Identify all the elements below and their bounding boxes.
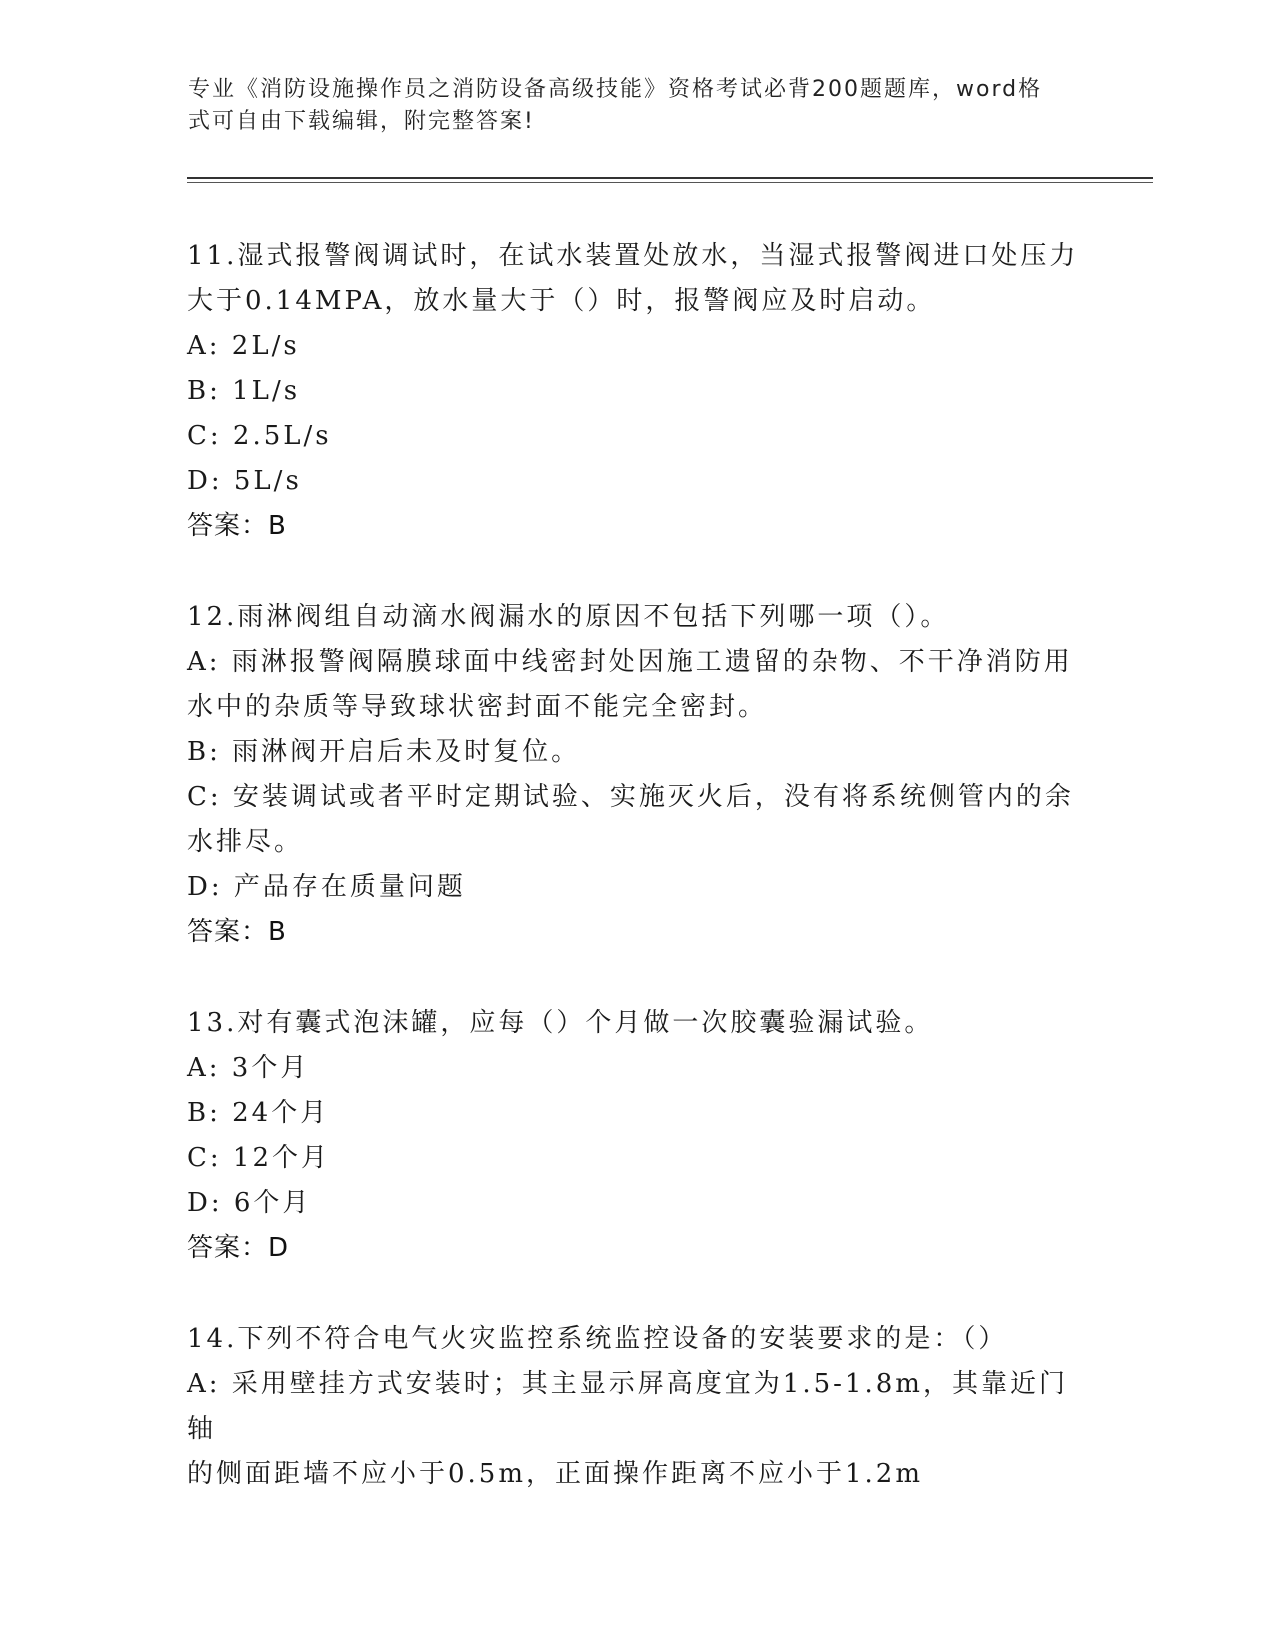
option-a-continued: 水中的杂质等导致球状密封面不能完全密封。 <box>187 692 768 722</box>
option-a: A: 2L/s <box>187 331 300 361</box>
question-14 <box>187 1317 1087 1497</box>
question-11 <box>187 234 1087 549</box>
answer-line: 答案：D <box>187 1233 290 1263</box>
option-d: D: 5L/s <box>187 466 302 496</box>
option-b: B: 1L/s <box>187 376 301 406</box>
option-a: A: 雨淋报警阀隔膜球面中线密封处因施工遗留的杂物、不干净消防用 <box>187 647 1073 677</box>
option-a: A: 3个月 <box>187 1053 310 1083</box>
document-header <box>188 74 1068 138</box>
header-divider-thick <box>187 177 1153 179</box>
answer-line: 答案：B <box>187 511 287 541</box>
header-divider-thin <box>187 182 1153 183</box>
header-line-1: 专业《消防设施操作员之消防设备高级技能》资格考试必背200题题库，word格 <box>188 77 1043 102</box>
option-d: D: 产品存在质量问题 <box>187 872 466 902</box>
option-c: C: 12个月 <box>187 1143 331 1173</box>
question-list <box>187 234 1087 1543</box>
question-stem-line: 大于0.14MPA，放水量大于（）时，报警阀应及时启动。 <box>187 286 936 316</box>
question-12 <box>187 595 1087 955</box>
option-b: B: 24个月 <box>187 1098 330 1128</box>
option-c-continued: 水排尽。 <box>187 827 304 857</box>
option-b: B: 雨淋阀开启后未及时复位。 <box>187 737 581 767</box>
answer-line: 答案：B <box>187 917 287 947</box>
question-stem-line: 13.对有囊式泡沫罐，应每（）个月做一次胶囊验漏试验。 <box>187 1008 934 1038</box>
option-c: C: 2.5L/s <box>187 421 332 451</box>
option-c: C: 安装调试或者平时定期试验、实施灭火后，没有将系统侧管内的余 <box>187 782 1074 812</box>
header-line-2: 式可自由下载编辑，附完整答案! <box>188 109 535 134</box>
question-stem-line: 11.湿式报警阀调试时，在试水装置处放水，当湿式报警阀进口处压力 <box>187 241 1079 271</box>
option-a-continued: 的侧面距墙不应小于0.5m，正面操作距离不应小于1.2m <box>187 1459 924 1489</box>
option-a: A: 采用壁挂方式安装时；其主显示屏高度宜为1.5-1.8m，其靠近门轴 <box>187 1369 1068 1444</box>
question-stem-line: 14.下列不符合电气火灾监控系统监控设备的安装要求的是：（） <box>187 1324 1008 1354</box>
option-d: D: 6个月 <box>187 1188 312 1218</box>
question-13 <box>187 1001 1087 1271</box>
question-stem-line: 12.雨淋阀组自动滴水阀漏水的原因不包括下列哪一项（）。 <box>187 602 950 632</box>
